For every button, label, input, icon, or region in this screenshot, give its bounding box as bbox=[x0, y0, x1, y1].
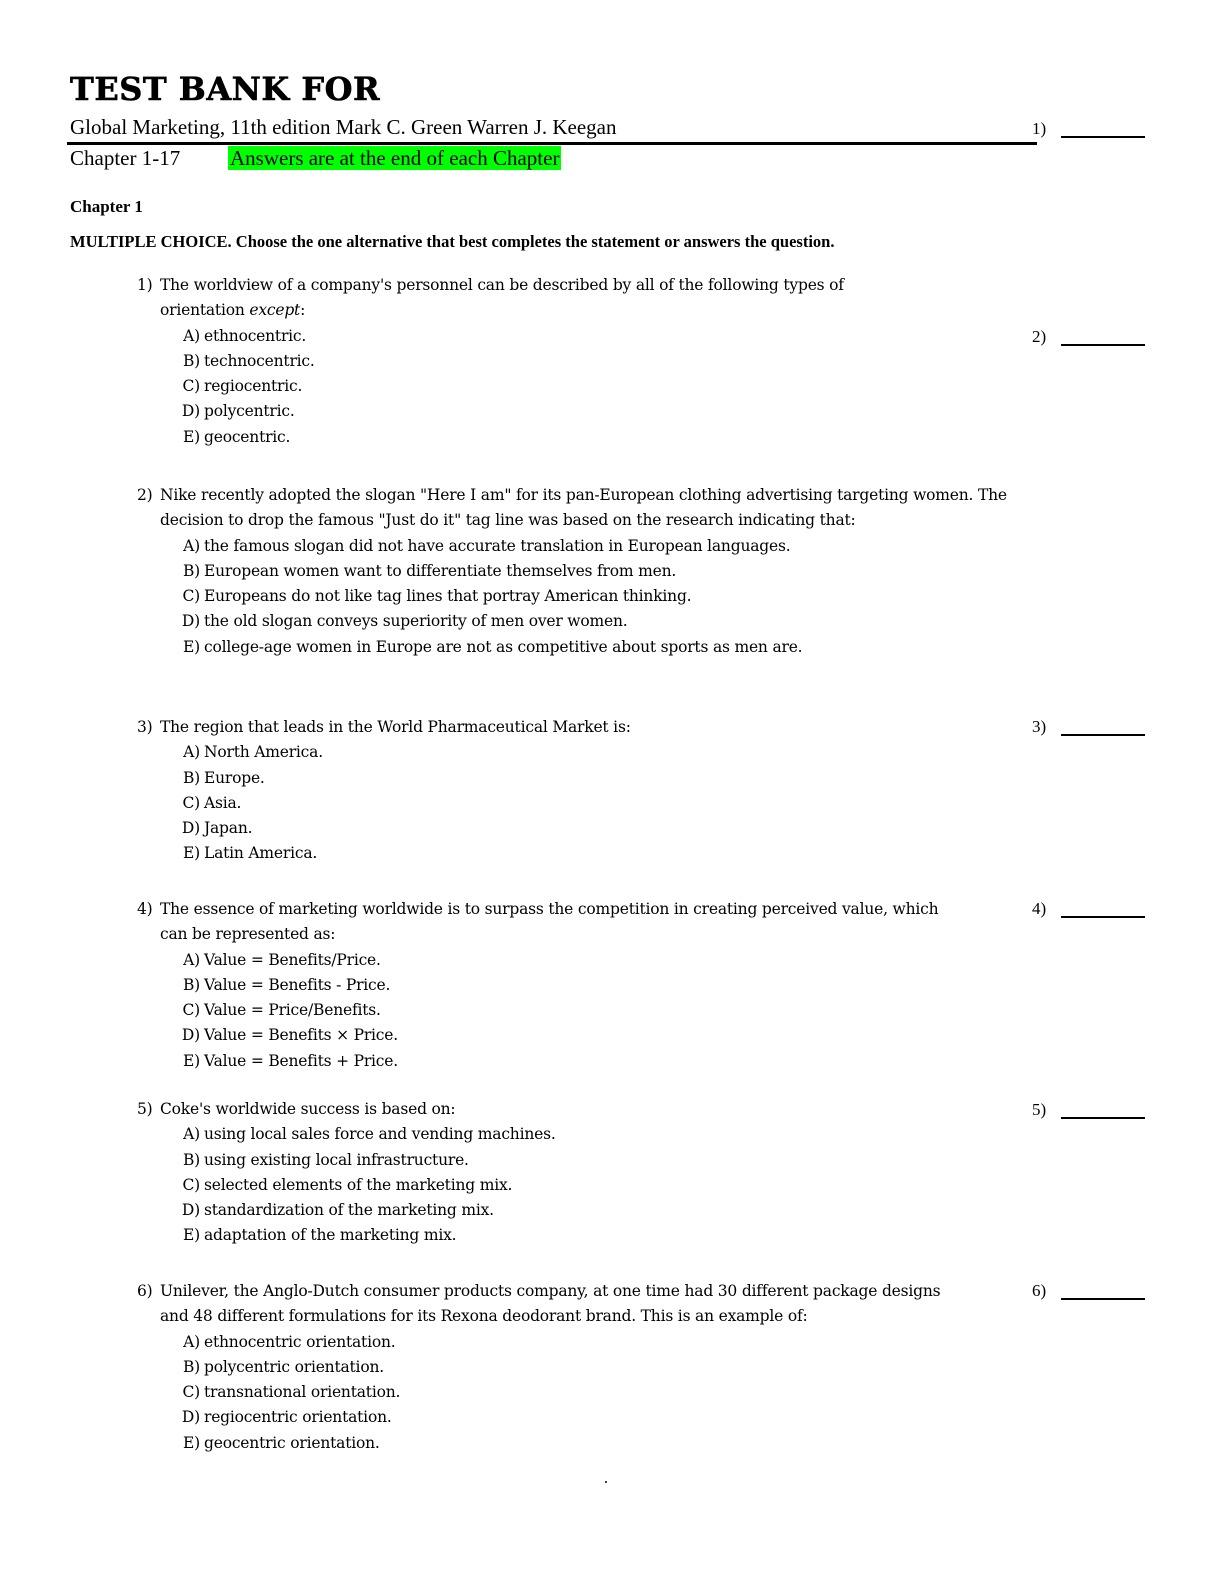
choice-letter: E) bbox=[183, 637, 200, 656]
choice-text: transnational orientation. bbox=[204, 1383, 401, 1402]
question-1 bbox=[137, 273, 927, 450]
choice-d bbox=[137, 399, 927, 424]
answer-blank-label: 2) bbox=[1032, 327, 1047, 346]
choice-letter: A) bbox=[183, 950, 200, 969]
stem-text: The region that leads in the World Pharmaceutical Market is: bbox=[160, 718, 631, 736]
choice-letter: C) bbox=[182, 1383, 200, 1402]
choice-letter: E) bbox=[183, 844, 200, 863]
question-stem bbox=[137, 483, 1007, 534]
choice-text: Value = Benefits - Price. bbox=[204, 975, 391, 994]
choice-letter: D) bbox=[181, 612, 200, 631]
choice-text: adaptation of the marketing mix. bbox=[204, 1226, 457, 1245]
answer-blank-label: 5) bbox=[1032, 1100, 1047, 1119]
choice-a bbox=[137, 1122, 957, 1147]
choice-c bbox=[137, 1380, 957, 1405]
choice-text: Value = Benefits/Price. bbox=[204, 950, 381, 969]
question-number: 6) bbox=[137, 1282, 153, 1300]
document-title: TEST BANK FOR bbox=[70, 70, 381, 108]
choice-letter: D) bbox=[181, 819, 200, 838]
question-stem bbox=[137, 273, 927, 324]
section-instructions: MULTIPLE CHOICE. Choose the one alternative that best completes the statement or answers the question. bbox=[70, 232, 835, 251]
answer-blank-label: 6) bbox=[1032, 1281, 1047, 1300]
stem-text: The essence of marketing worldwide is to surpass the competition in creating perceived value, which can be represented as: bbox=[160, 900, 939, 944]
choice-text: North America. bbox=[204, 743, 323, 762]
chapter-range-line bbox=[70, 146, 561, 171]
choice-text: regiocentric orientation. bbox=[204, 1408, 392, 1427]
chapter-heading: Chapter 1 bbox=[70, 197, 143, 216]
choice-text: Value = Benefits × Price. bbox=[204, 1026, 398, 1045]
choice-text: polycentric orientation. bbox=[204, 1357, 384, 1376]
choice-letter: D) bbox=[181, 402, 200, 421]
answer-line bbox=[1061, 344, 1145, 346]
choice-text: using existing local infrastructure. bbox=[204, 1150, 469, 1169]
question-2 bbox=[137, 483, 1007, 660]
choice-letter: C) bbox=[182, 793, 200, 812]
choice-text: college-age women in Europe are not as competitive about sports as men are. bbox=[204, 637, 803, 656]
choice-text: ethnocentric. bbox=[204, 326, 307, 345]
answer-blank-label: 3) bbox=[1032, 717, 1047, 736]
choice-d bbox=[137, 609, 1007, 634]
choice-letter: E) bbox=[183, 427, 200, 446]
answer-line bbox=[1061, 916, 1145, 918]
choice-e bbox=[137, 1431, 957, 1456]
choice-e bbox=[137, 425, 927, 450]
choice-e bbox=[137, 1049, 957, 1074]
choice-letter: A) bbox=[183, 1332, 200, 1351]
choice-c bbox=[137, 791, 1007, 816]
answer-blank-5[interactable] bbox=[1032, 1100, 1147, 1120]
choice-letter: A) bbox=[183, 1125, 200, 1144]
choice-e bbox=[137, 1223, 957, 1248]
question-4 bbox=[137, 897, 957, 1074]
choice-text: the old slogan conveys superiority of men over women. bbox=[204, 612, 628, 631]
answer-line bbox=[1061, 1298, 1145, 1300]
choice-text: ethnocentric orientation. bbox=[204, 1332, 396, 1351]
choice-text: geocentric. bbox=[204, 427, 291, 446]
answer-line bbox=[1061, 734, 1145, 736]
choice-text: standardization of the marketing mix. bbox=[204, 1201, 494, 1220]
answer-blank-2[interactable] bbox=[1032, 327, 1147, 347]
choice-letter: B) bbox=[182, 768, 200, 787]
book-subtitle: Global Marketing, 11th edition Mark C. Green Warren J. Keegan bbox=[70, 115, 617, 139]
stem-emphasis: except bbox=[249, 301, 301, 320]
choice-b bbox=[137, 1148, 957, 1173]
stem-text: The worldview of a company's personnel can be described by all of the following types of orientation bbox=[160, 276, 844, 320]
choice-text: selected elements of the marketing mix. bbox=[204, 1175, 513, 1194]
choice-text: European women want to differentiate themselves from men. bbox=[204, 561, 677, 580]
question-number: 5) bbox=[137, 1100, 153, 1118]
question-stem bbox=[137, 715, 1007, 740]
choice-b bbox=[137, 1355, 957, 1380]
choice-b bbox=[137, 973, 957, 998]
question-stem bbox=[137, 1097, 957, 1122]
stem-text: Coke's worldwide success is based on: bbox=[160, 1100, 456, 1118]
header-divider bbox=[67, 142, 1037, 145]
choice-text: regiocentric. bbox=[204, 377, 303, 396]
choice-text: using local sales force and vending machines. bbox=[204, 1125, 556, 1144]
choice-letter: B) bbox=[182, 1357, 200, 1376]
choice-letter: C) bbox=[182, 587, 200, 606]
choice-b bbox=[137, 766, 1007, 791]
choice-e bbox=[137, 635, 1007, 660]
choice-letter: C) bbox=[182, 1175, 200, 1194]
choice-a bbox=[137, 948, 957, 973]
answer-blank-label: 4) bbox=[1032, 899, 1047, 918]
choice-text: Europe. bbox=[204, 768, 265, 787]
chapter-range: Chapter 1-17 bbox=[70, 146, 181, 170]
choice-text: the famous slogan did not have accurate translation in European languages. bbox=[204, 536, 791, 555]
choice-d bbox=[137, 816, 1007, 841]
choice-letter: B) bbox=[182, 351, 200, 370]
choice-letter: B) bbox=[182, 975, 200, 994]
answer-blank-label: 1) bbox=[1032, 119, 1047, 138]
answer-blank-4[interactable] bbox=[1032, 899, 1147, 919]
question-number: 4) bbox=[137, 900, 153, 918]
choice-d bbox=[137, 1023, 957, 1048]
question-6 bbox=[137, 1279, 957, 1456]
choice-text: Asia. bbox=[204, 793, 242, 812]
answers-note-highlight: Answers are at the end of each Chapter bbox=[230, 146, 560, 170]
question-number: 3) bbox=[137, 718, 153, 736]
choice-text: Latin America. bbox=[204, 844, 318, 863]
choice-letter: A) bbox=[183, 536, 200, 555]
choice-letter: E) bbox=[183, 1226, 200, 1245]
answer-line bbox=[1061, 136, 1145, 138]
choice-letter: C) bbox=[182, 1001, 200, 1020]
question-stem bbox=[137, 897, 957, 948]
choice-text: polycentric. bbox=[204, 402, 295, 421]
choice-letter: D) bbox=[181, 1026, 200, 1045]
choice-b bbox=[137, 349, 927, 374]
choice-c bbox=[137, 374, 927, 399]
stem-text: Nike recently adopted the slogan "Here I am" for its pan-European clothing advertising targeting women. The decision to drop the famous "Just do it" tag line was based on the research indicating that: bbox=[160, 486, 1007, 530]
choice-letter: E) bbox=[183, 1433, 200, 1452]
choice-text: Value = Benefits + Price. bbox=[204, 1051, 398, 1070]
question-number: 1) bbox=[137, 276, 153, 294]
choice-d bbox=[137, 1405, 957, 1430]
question-3 bbox=[137, 715, 1007, 867]
answer-blank-6[interactable] bbox=[1032, 1281, 1147, 1301]
choice-text: Europeans do not like tag lines that portray American thinking. bbox=[204, 587, 692, 606]
stem-text-end: : bbox=[300, 301, 306, 320]
answer-blank-3[interactable] bbox=[1032, 717, 1147, 737]
choice-text: geocentric orientation. bbox=[204, 1433, 380, 1452]
choice-c bbox=[137, 584, 1007, 609]
choice-text: technocentric. bbox=[204, 351, 315, 370]
choice-letter: E) bbox=[183, 1051, 200, 1070]
choice-c bbox=[137, 998, 957, 1023]
choice-letter: A) bbox=[183, 326, 200, 345]
question-stem bbox=[137, 1279, 957, 1330]
choice-a bbox=[137, 740, 1007, 765]
choice-letter: D) bbox=[181, 1408, 200, 1427]
choice-letter: B) bbox=[182, 1150, 200, 1169]
choice-d bbox=[137, 1198, 957, 1223]
choice-letter: D) bbox=[181, 1201, 200, 1220]
choice-c bbox=[137, 1173, 957, 1198]
choice-letter: A) bbox=[183, 743, 200, 762]
choice-b bbox=[137, 559, 1007, 584]
choice-text: Value = Price/Benefits. bbox=[204, 1001, 381, 1020]
stem-text: Unilever, the Anglo-Dutch consumer products company, at one time had 30 different package designs and 48 different formulations for its Rexona deodorant brand. This is an example of: bbox=[160, 1282, 941, 1326]
answer-blank-1[interactable] bbox=[1032, 119, 1147, 139]
choice-a bbox=[137, 534, 1007, 559]
answer-line bbox=[1061, 1117, 1145, 1119]
question-5 bbox=[137, 1097, 957, 1249]
question-number: 2) bbox=[137, 486, 153, 504]
choice-e bbox=[137, 841, 1007, 866]
choice-a bbox=[137, 324, 927, 349]
choice-a bbox=[137, 1330, 957, 1355]
choice-letter: B) bbox=[182, 561, 200, 580]
page-speck bbox=[605, 1481, 607, 1483]
choice-text: Japan. bbox=[204, 819, 253, 838]
choice-letter: C) bbox=[182, 377, 200, 396]
